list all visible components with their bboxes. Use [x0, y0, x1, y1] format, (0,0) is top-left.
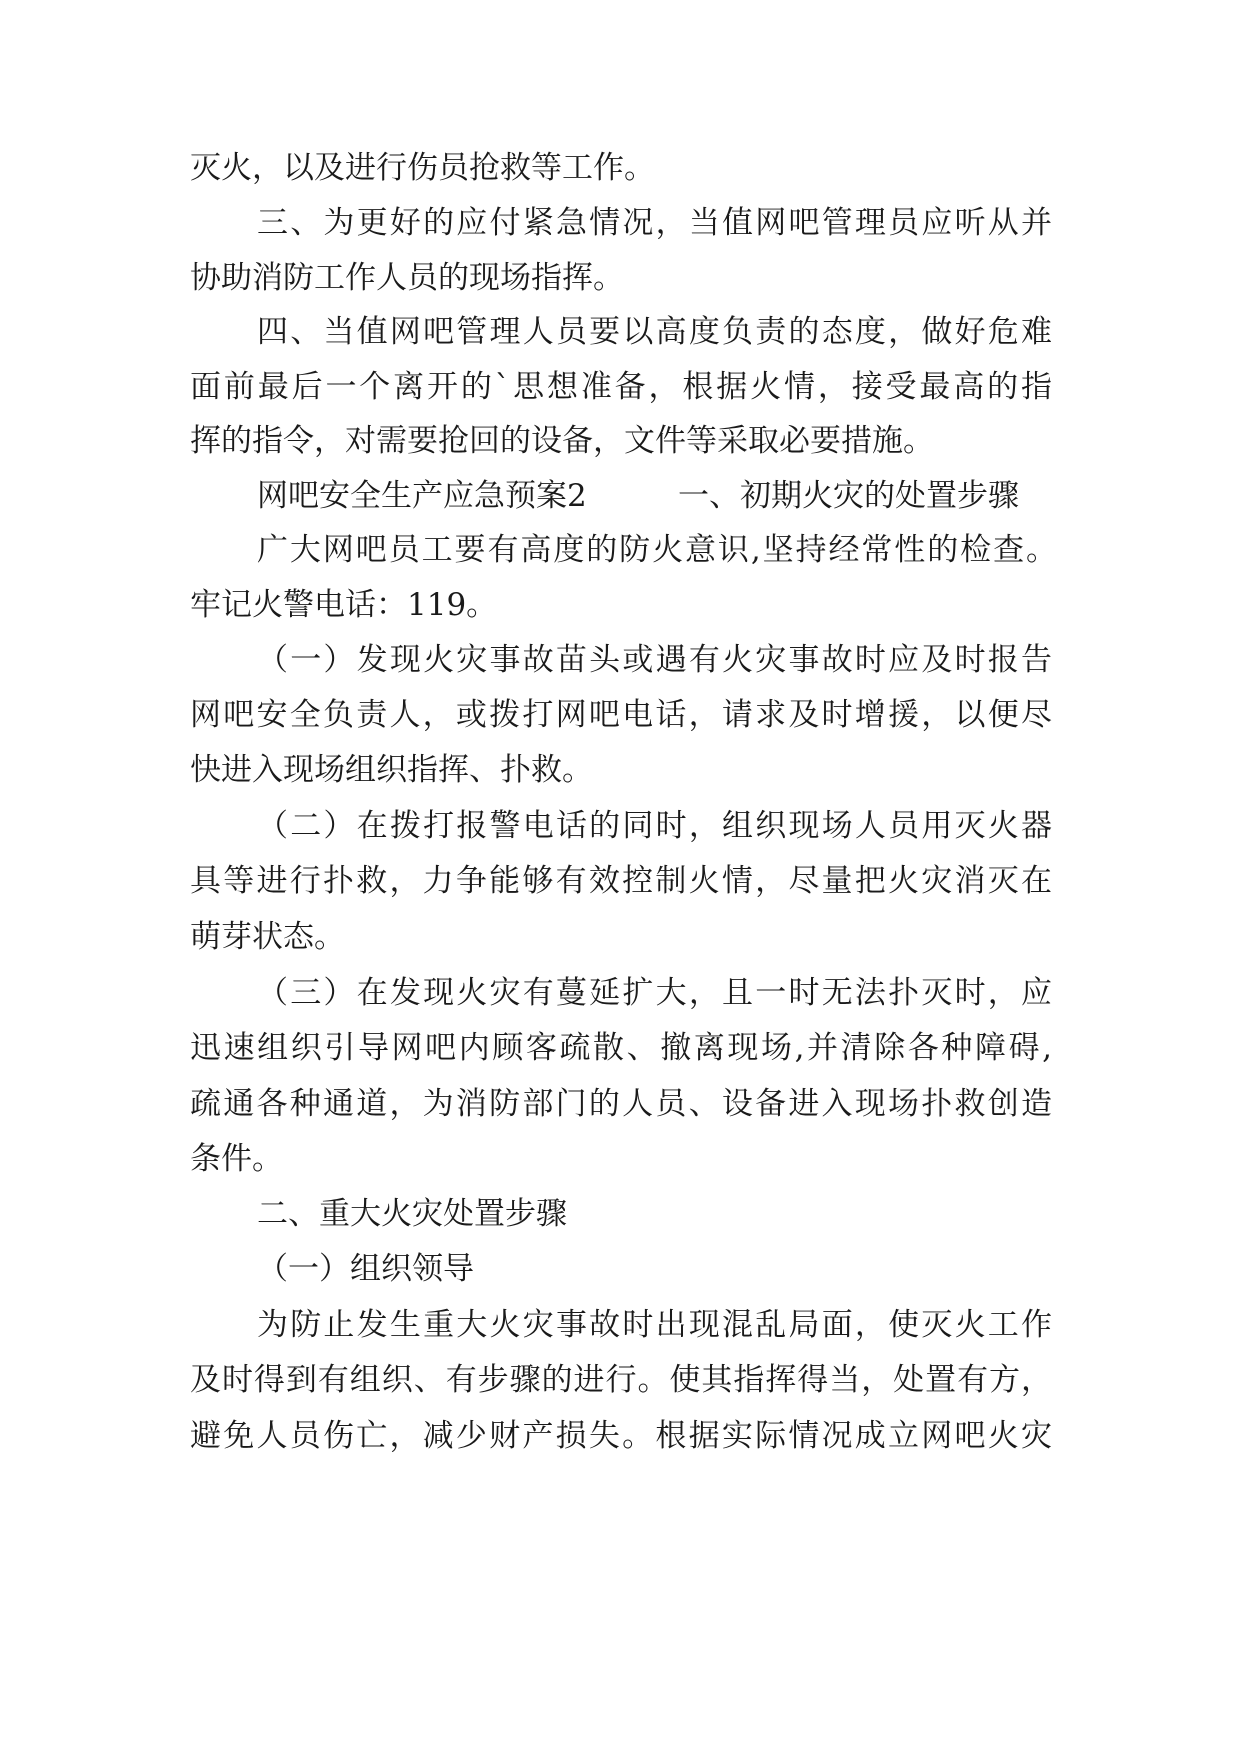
text-line: 萌芽状态。	[190, 919, 345, 955]
subsection-heading: 一、初期火灾的处置步骤	[678, 478, 1019, 514]
text-line: （二）在拨打报警电话的同时，组织现场人员用灭火器	[257, 808, 1052, 844]
text-line: 疏通各种通道，为消防部门的人员、设备进入现场扑救创造	[190, 1086, 1052, 1122]
text-line: 具等进行扑救，力争能够有效控制火情，尽量把火灾消灭在	[190, 863, 1052, 899]
text-line: 网吧安全负责人，或拨打网吧电话，请求及时增援，以便尽	[190, 697, 1052, 733]
text-line: 广大网吧员工要有高度的防火意识,坚持经常性的检查。	[257, 532, 1057, 568]
text-line: 四、当值网吧管理人员要以高度负责的态度，做好危难	[257, 314, 1052, 350]
text-line: 及时得到有组织、有步骤的进行。使其指挥得当，处置有方，	[190, 1362, 1052, 1398]
text-line: 牢记火警电话：119。	[190, 587, 498, 623]
text-line: 三、为更好的应付紧急情况，当值网吧管理员应听从并	[257, 205, 1052, 241]
text-line: 灭火，以及进行伤员抢救等工作。	[190, 150, 655, 186]
text-line: 挥的指令，对需要抢回的设备，文件等采取必要措施。	[190, 423, 934, 459]
subsection-heading: （一）组织领导	[257, 1251, 474, 1287]
text-line: 面前最后一个离开的`思想准备，根据火情，接受最高的指	[190, 369, 1052, 405]
text-line: 避免人员伤亡，减少财产损失。根据实际情况成立网吧火灾	[190, 1418, 1052, 1454]
text-line: （三）在发现火灾有蔓延扩大，且一时无法扑灭时，应	[257, 975, 1052, 1011]
text-line: （一）发现火灾事故苗头或遇有火灾事故时应及时报告	[257, 642, 1052, 678]
section-title: 网吧安全生产应急预案2	[257, 478, 587, 514]
text-line: 迅速组织引导网吧内顾客疏散、撤离现场,并清除各种障碍,	[190, 1030, 1052, 1066]
text-line: 为防止发生重大火灾事故时出现混乱局面，使灭火工作	[257, 1307, 1052, 1343]
text-line: 协助消防工作人员的现场指挥。	[190, 260, 624, 296]
section-heading: 二、重大火灾处置步骤	[257, 1196, 567, 1232]
text-line: 快进入现场组织指挥、扑救。	[190, 752, 593, 788]
text-line: 条件。	[190, 1141, 283, 1177]
